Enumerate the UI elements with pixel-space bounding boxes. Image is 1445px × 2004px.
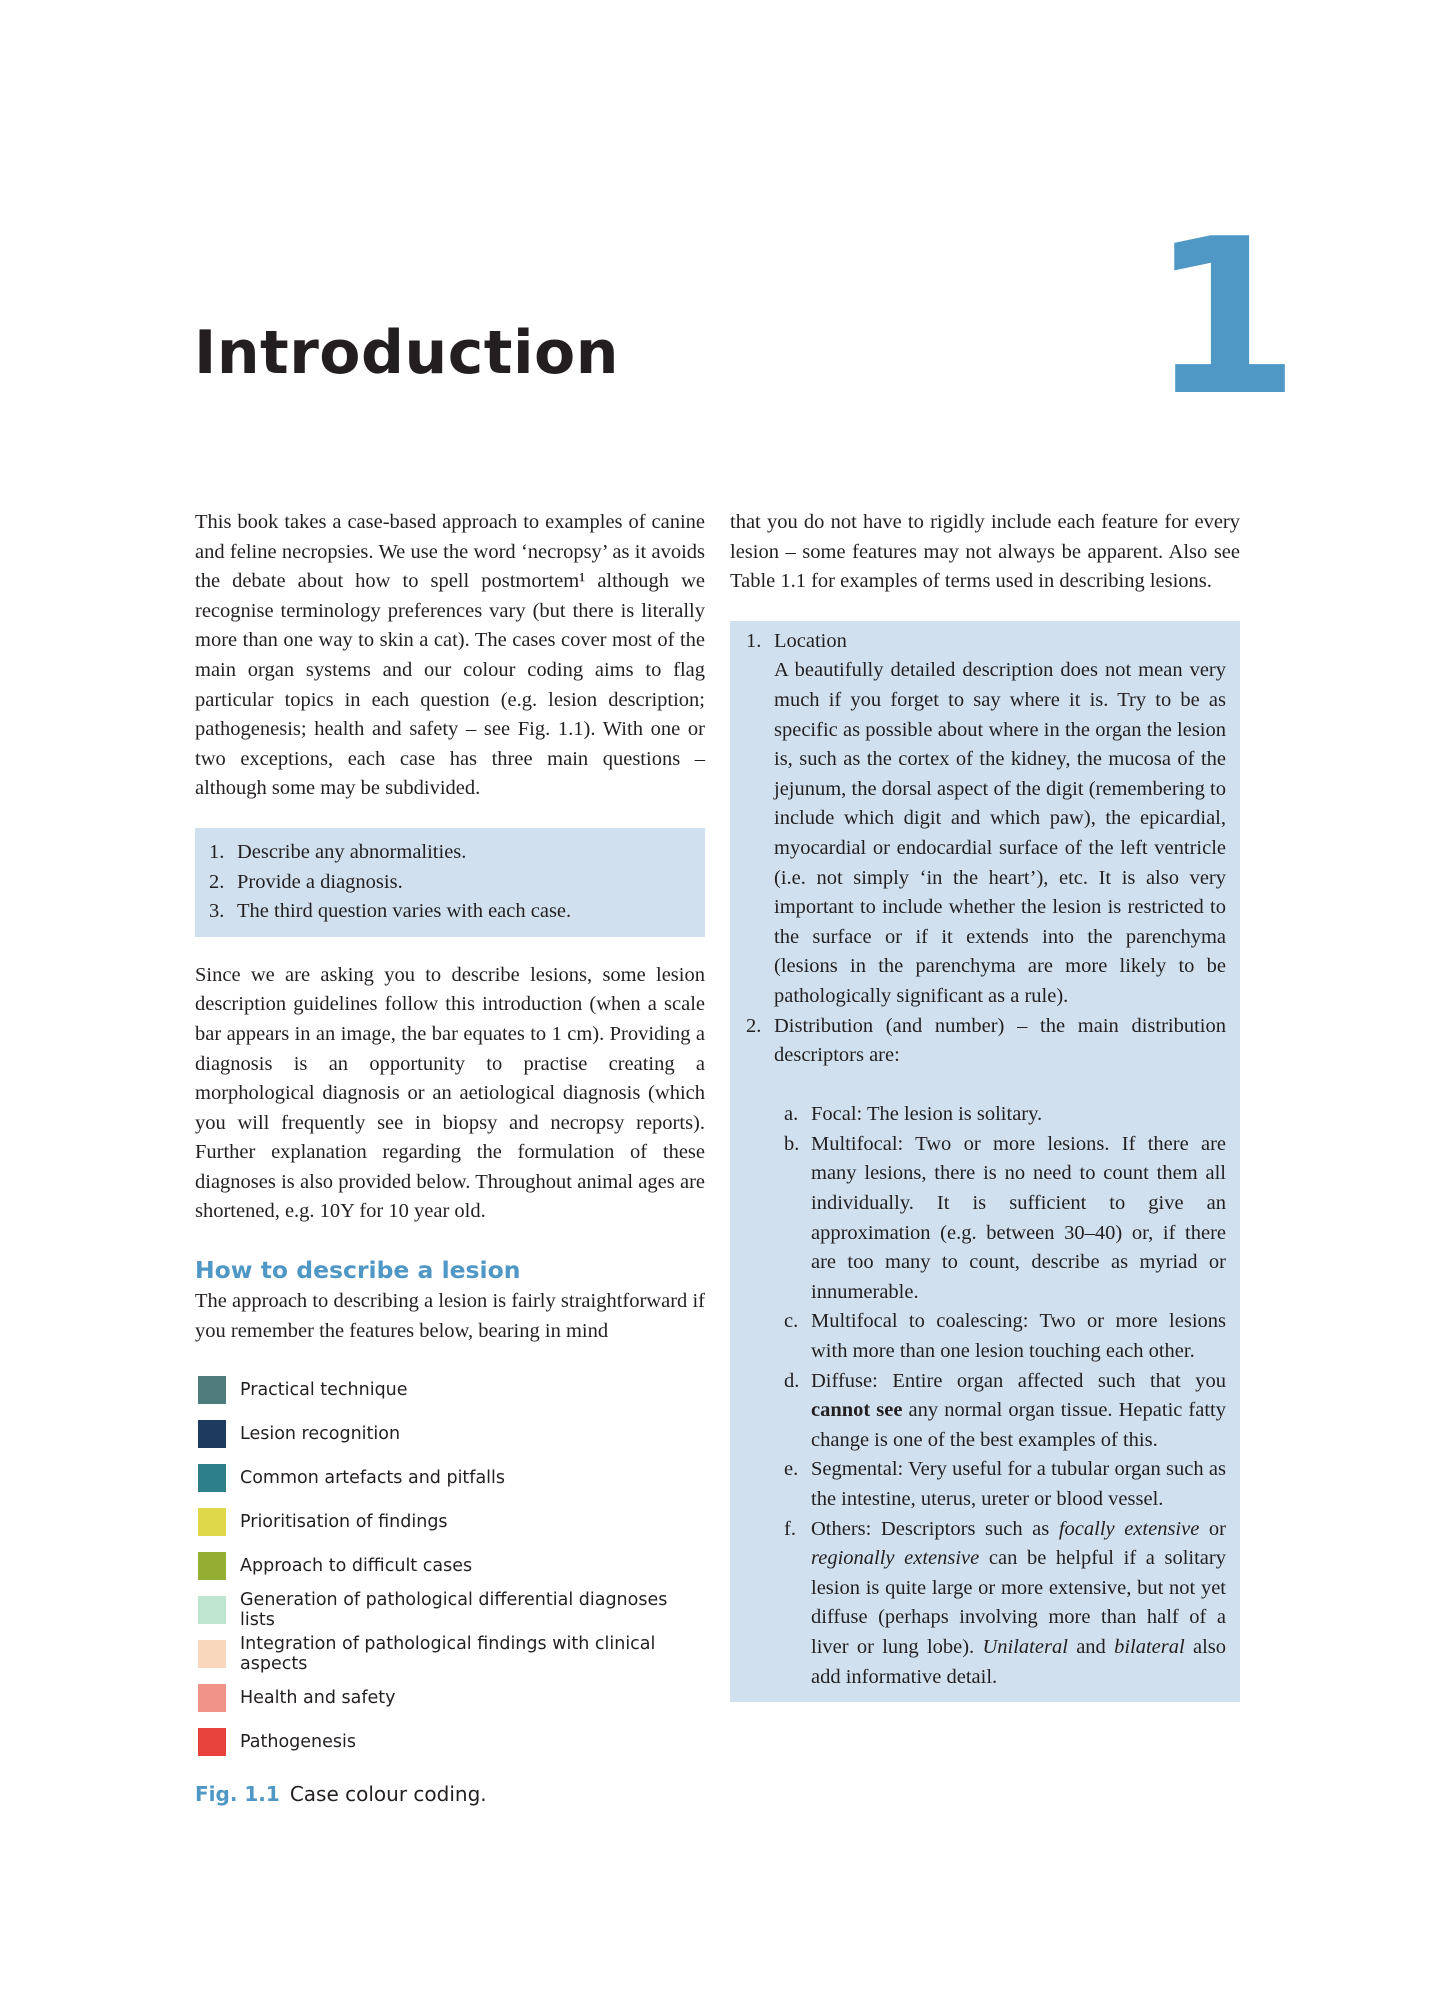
sublist-item-focal: a. Focal: The lesion is solitary. (784, 1103, 1043, 1126)
list-item-location (744, 627, 1226, 1012)
legend-label: Generation of pathological differential diagnoses lists (240, 1590, 668, 1631)
legend-item (195, 1632, 705, 1676)
left-column (195, 508, 705, 1806)
section-heading: How to describe a lesion (195, 1256, 521, 1285)
color-swatch (198, 1552, 226, 1580)
item-number: 2. (746, 1014, 762, 1037)
chapter-title: Introduction (194, 318, 619, 388)
figure-number: Fig. 1.1 (195, 1782, 280, 1807)
question-text: Provide a diagnosis. (237, 870, 403, 893)
legend-item (195, 1720, 705, 1764)
sublist-item-coalescing: c. Multifocal to coalescing: Two or more lesions with more than one lesion touching each other. (784, 1310, 1226, 1363)
question-number: 2. (209, 870, 225, 893)
color-swatch (198, 1508, 226, 1536)
guidelines-paragraph: Since we are asking you to describe lesions, some lesion description guidelines follow this introduction (when a scale bar appears in an image, the bar equates to 1 cm). Providing a diagnosis is an opportunity to practise creating a morphological diagnosis or an aetiological diagnosis (which you will frequently see in biopsy and necropsy reports). Further explanation regarding the formulation of these diagnoses is also provided below. Throughout animal ages are shortened, e.g. 10Y for 10 year old. (195, 963, 705, 1223)
sublist-item-segmental: e. Segmental: Very useful for a tubular organ such as the intestine, uterus, ureter or blood vessel. (784, 1458, 1226, 1510)
question-item (207, 868, 693, 898)
colour-coding-legend (195, 1368, 705, 1764)
item-text: Distribution (and number) – the main distribution descriptors are: (774, 1014, 1226, 1067)
intro-paragraph: This book takes a case-based approach to examples of canine and feline necropsies. We use the word ‘necropsy’ as it avoids the debate about how to spell postmortem¹ although we recognise terminology preferences vary (but there is literally more than one way to skin a cat). The cases cover most of the main organ systems and our colour coding aims to flag particular topics in each question (e.g. lesion description; pathogenesis; health and safety – see Fig. 1.1). With one or two exceptions, each case has three main questions – although some may be subdivided. (195, 511, 705, 800)
question-number: 3. (209, 900, 225, 923)
continuation-paragraph: that you do not have to rigidly include each feature for every lesion – some features may not always be apparent. Also see Table 1.1 for examples of terms used in describing lesions. (730, 511, 1240, 593)
legend-item (195, 1500, 705, 1544)
color-swatch (198, 1596, 226, 1624)
sublist-item-others: f. Others: Descriptors such as focally extensive or regionally extensive can be helpful if a solitary lesion is quite large or more extensive, but not yet diffuse (perhaps involving more than half of a liver or lung lobe). Unilateral and bilateral also add informative detail. (784, 1517, 1226, 1688)
chapter-number: 1 (1150, 192, 1300, 443)
feature-list (744, 627, 1226, 1071)
distribution-sublist (744, 1100, 1226, 1692)
questions-list (207, 838, 693, 927)
list-item-distribution (744, 1012, 1226, 1071)
legend-label: Pathogenesis (240, 1732, 356, 1753)
legend-label: Integration of pathological findings with clinical aspects (240, 1634, 656, 1675)
sublist-item-diffuse: d. Diffuse: Entire organ affected such that you cannot see any normal organ tissue. Hepatic fatty change is one of the best examples of this. (784, 1369, 1226, 1451)
color-swatch (198, 1464, 226, 1492)
right-column (730, 508, 1240, 1702)
question-item (207, 897, 693, 927)
color-swatch (198, 1684, 226, 1712)
lesion-description-box (730, 621, 1240, 1702)
legend-label: Common artefacts and pitfalls (240, 1468, 506, 1489)
item-number: 1. (746, 629, 762, 652)
item-text: A beautifully detailed description does not mean very much if you forget to say where it is. Try to be as specific as possible about where in the organ the lesion is, such as the cortex of the kidney, the mucosa of the jejunum, the dorsal aspect of the digit (remembering to include which digit and which paw), the epicardial, myocardial or endocardial surface of the left ventricle (i.e. not simply ‘in the heart’), etc. It is also very important to include whether the lesion is restricted to the surface or if it extends into the parenchyma (lesions in the parenchyma are more likely to be pathologically significant as a rule). (774, 659, 1226, 1007)
question-text: Describe any abnormalities. (237, 840, 467, 863)
legend-label: Approach to difficult cases (240, 1556, 473, 1577)
legend-item (195, 1412, 705, 1456)
question-text: The third question varies with each case. (237, 900, 572, 923)
color-swatch (198, 1376, 226, 1404)
color-swatch (198, 1640, 226, 1668)
legend-item (195, 1676, 705, 1720)
legend-item (195, 1368, 705, 1412)
legend-label: Lesion recognition (240, 1424, 401, 1445)
approach-paragraph: The approach to describing a lesion is fairly straightforward if you remember the features below, bearing in mind (195, 1290, 705, 1342)
legend-label: Prioritisation of findings (240, 1512, 448, 1533)
question-number: 1. (209, 840, 225, 863)
item-title: Location (774, 629, 847, 652)
questions-box (195, 828, 705, 937)
legend-item (195, 1588, 705, 1632)
sublist-item-multifocal: b. Multifocal: Two or more lesions. If there are many lesions, there is no need to count them all individually. It is sufficient to give an approximation (e.g. between 30–40) or, if there are too many to count, describe as myriad or innumerable. (784, 1132, 1226, 1303)
color-swatch (198, 1728, 226, 1756)
legend-label: Practical technique (240, 1380, 408, 1401)
legend-label: Health and safety (240, 1688, 396, 1709)
legend-item (195, 1544, 705, 1588)
figure-caption-text: Case colour coding. (289, 1782, 487, 1807)
question-item (207, 838, 693, 868)
legend-item (195, 1456, 705, 1500)
color-swatch (198, 1420, 226, 1448)
figure-caption (195, 1782, 705, 1806)
